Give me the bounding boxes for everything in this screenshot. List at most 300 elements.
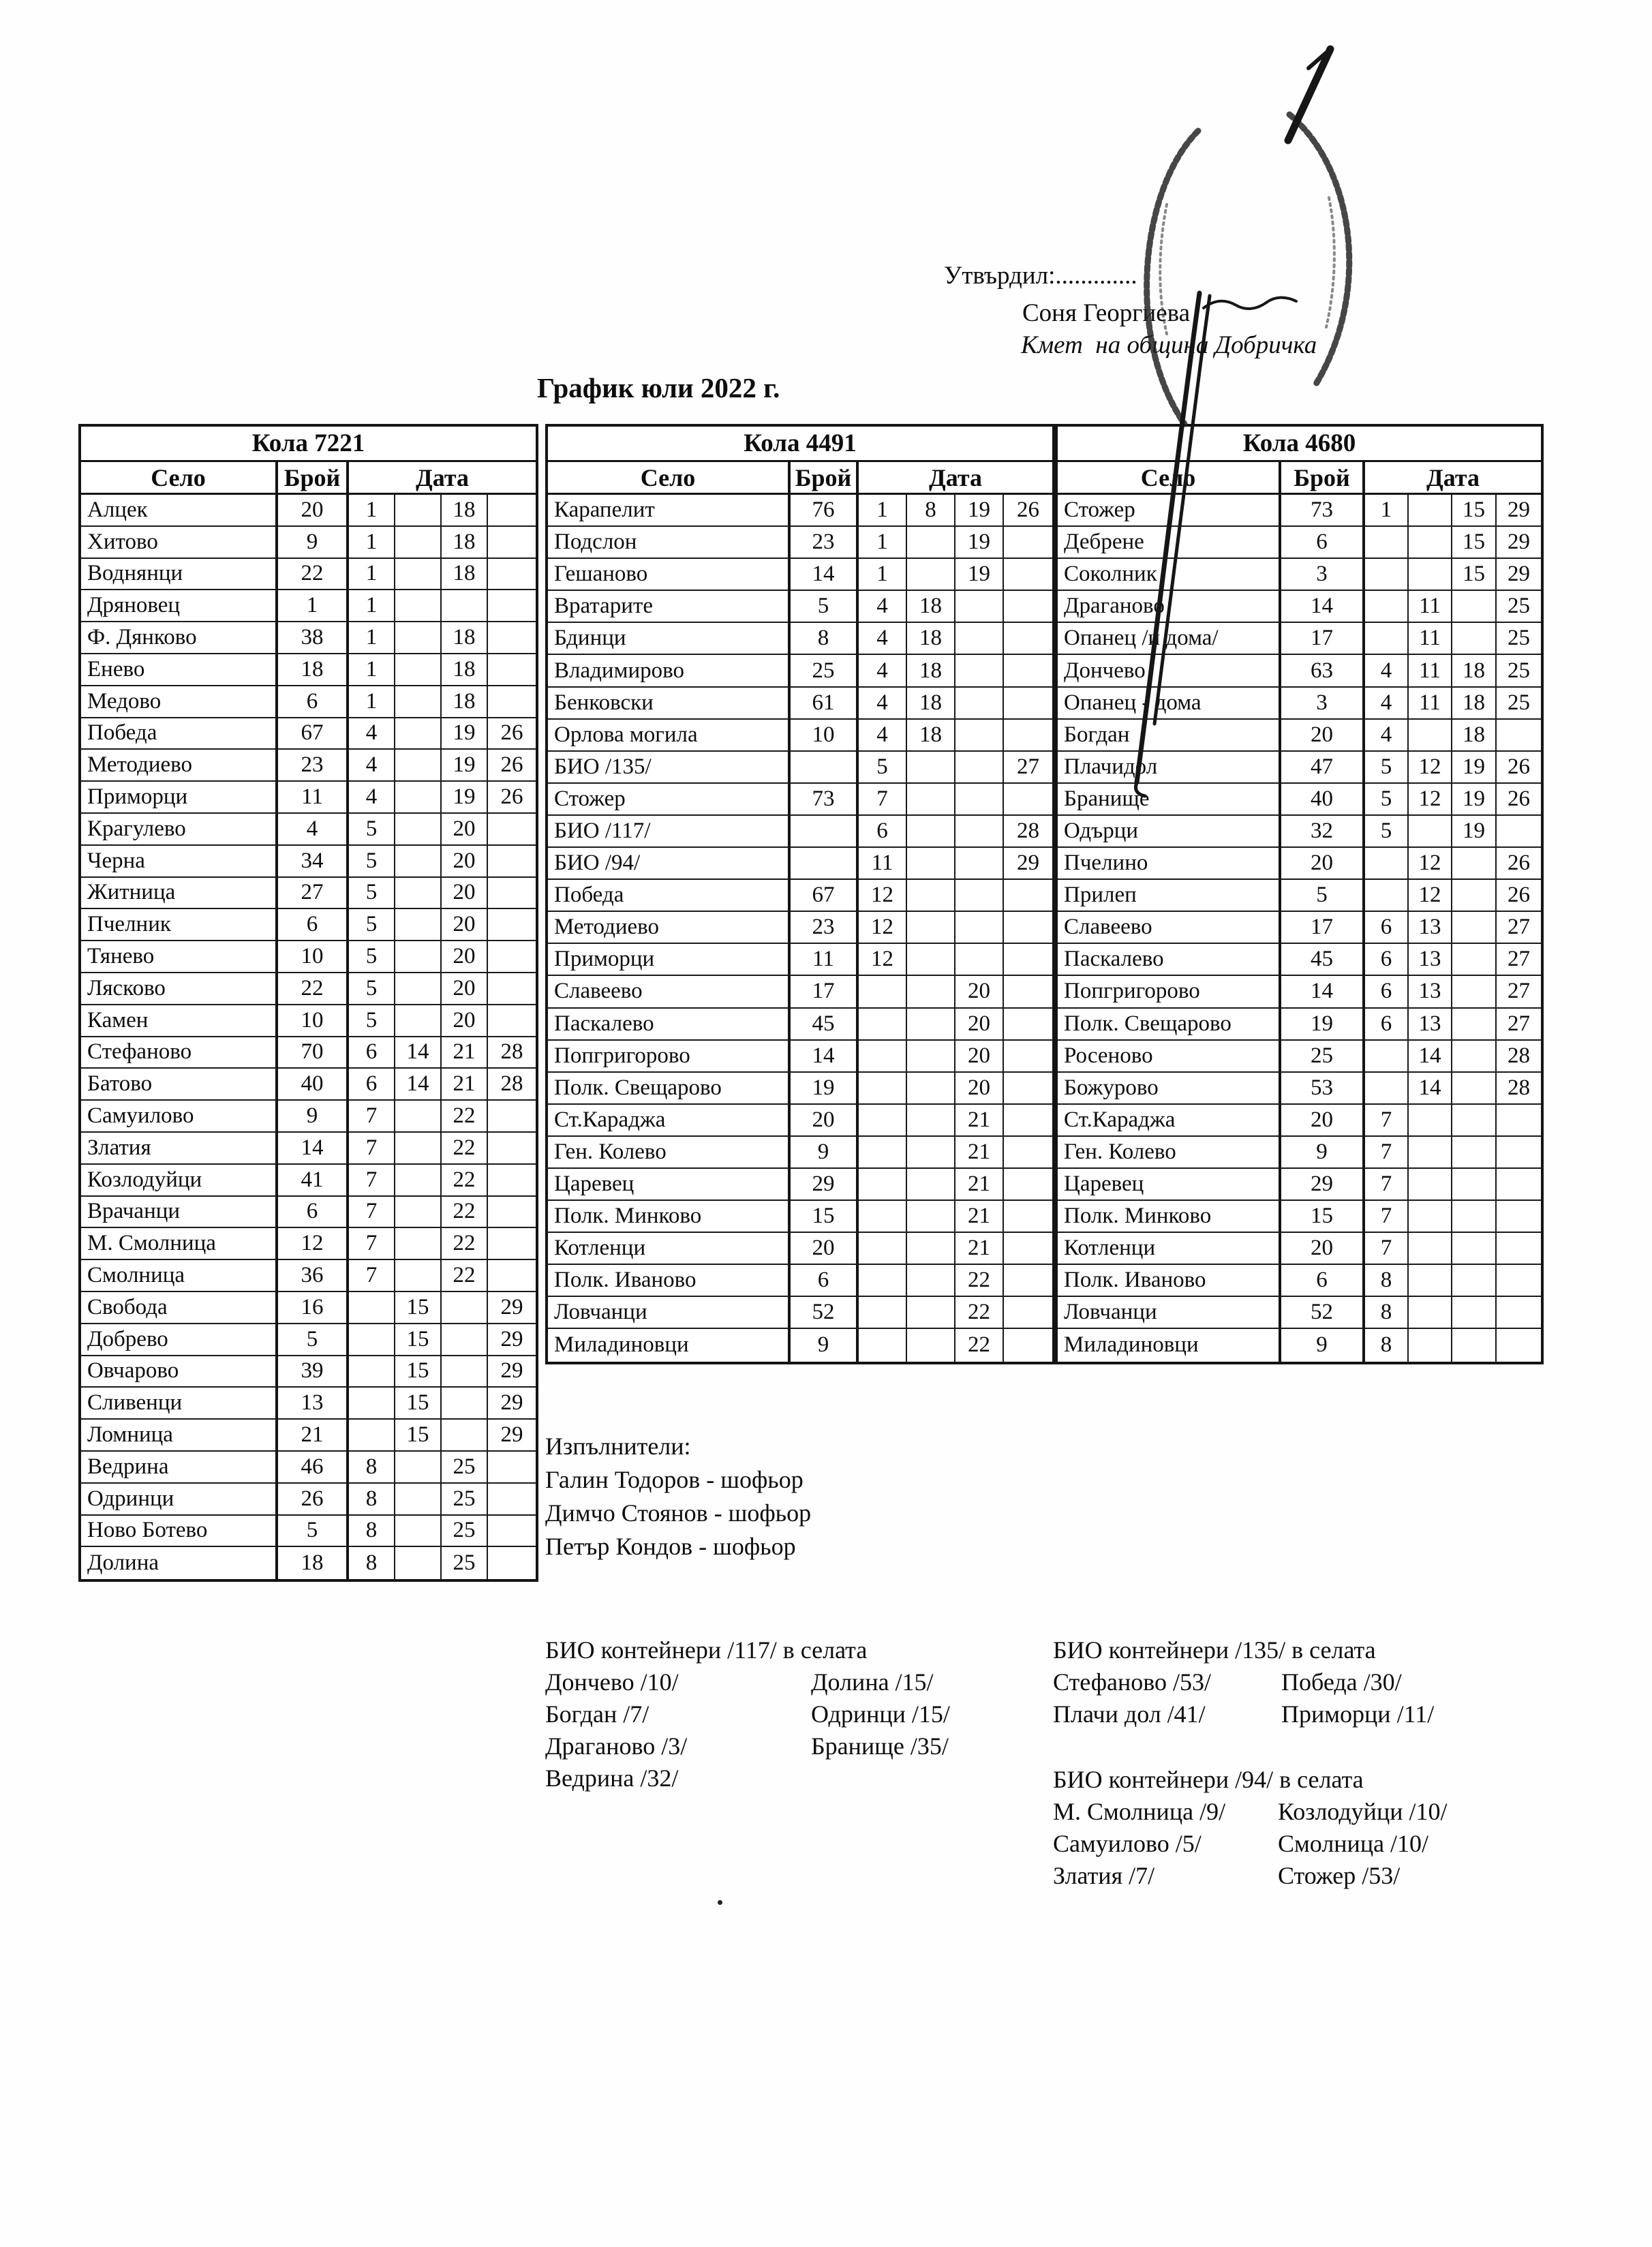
cell-village: Смолница xyxy=(81,1260,278,1292)
cell-count: 6 xyxy=(278,686,349,718)
cell-date: 1 xyxy=(349,559,395,591)
cell-date xyxy=(1497,1265,1541,1297)
cell-date: 8 xyxy=(1365,1329,1409,1361)
cell-date: 4 xyxy=(859,720,907,752)
cell-date xyxy=(395,527,442,559)
cell-date xyxy=(1409,1105,1452,1137)
table-row xyxy=(81,973,536,1005)
table-row xyxy=(1058,559,1541,591)
cell-count: 10 xyxy=(791,720,859,752)
cell-date: 18 xyxy=(442,686,488,718)
col-header-date: Дата xyxy=(416,463,469,491)
cell-village: Опанец /и дома/ xyxy=(1058,623,1281,655)
cell-date xyxy=(1452,1329,1497,1361)
cell-date xyxy=(349,1356,395,1388)
table-row xyxy=(548,1201,1052,1233)
cell-count: 52 xyxy=(1281,1297,1365,1329)
cell-date: 29 xyxy=(488,1388,536,1420)
cell-date: 20 xyxy=(442,1005,488,1037)
cell-date: 20 xyxy=(955,1041,1004,1073)
cell-date: 13 xyxy=(1409,976,1452,1008)
cell-date: 11 xyxy=(1409,591,1452,623)
cell-village: Росеново xyxy=(1058,1041,1281,1073)
cell-date: 25 xyxy=(442,1484,488,1516)
cell-village: Ст.Караджа xyxy=(1058,1105,1281,1137)
table-row xyxy=(548,816,1052,848)
cell-date: 8 xyxy=(349,1547,395,1579)
approver-role: Кмет на община Добричка xyxy=(1021,331,1317,359)
cell-date xyxy=(1452,1201,1497,1233)
cell-date xyxy=(1452,1073,1497,1105)
cell-date xyxy=(859,1265,907,1297)
cell-date xyxy=(907,1041,955,1073)
cell-date: 7 xyxy=(1365,1201,1409,1233)
cell-date xyxy=(1004,1233,1052,1265)
cell-count: 73 xyxy=(1281,495,1365,527)
table-title: Кола 4680 xyxy=(1058,427,1541,462)
table-row xyxy=(548,1105,1052,1137)
table-body xyxy=(1058,495,1541,1362)
table-row xyxy=(81,750,536,782)
cell-date xyxy=(1004,720,1052,752)
executors-title: Изпълнители: xyxy=(545,1433,691,1460)
cell-count: 61 xyxy=(791,688,859,720)
cell-date xyxy=(859,1201,907,1233)
cell-date xyxy=(859,1009,907,1041)
cell-date: 29 xyxy=(488,1420,536,1452)
cell-date xyxy=(1365,848,1409,880)
cell-date xyxy=(1004,1137,1052,1169)
table-header-row xyxy=(81,462,536,495)
cell-date xyxy=(1004,1297,1052,1329)
cell-date: 29 xyxy=(488,1356,536,1388)
cell-date: 5 xyxy=(1365,784,1409,816)
cell-date: 5 xyxy=(349,846,395,878)
executor-line: Галин Тодоров - шофьор xyxy=(545,1466,804,1493)
table-row xyxy=(548,1297,1052,1329)
cell-village: Приморци xyxy=(81,782,278,814)
cell-date xyxy=(1365,559,1409,591)
cell-date: 20 xyxy=(955,1073,1004,1105)
cell-date: 15 xyxy=(395,1420,442,1452)
cell-date: 20 xyxy=(442,909,488,941)
cell-date xyxy=(488,1228,536,1260)
cell-count: 29 xyxy=(1281,1169,1365,1201)
cell-count: 9 xyxy=(278,1101,349,1133)
cell-date xyxy=(395,878,442,910)
cell-date: 19 xyxy=(1452,752,1497,784)
cell-date: 6 xyxy=(349,1037,395,1069)
cell-count: 16 xyxy=(278,1292,349,1324)
cell-date xyxy=(1004,559,1052,591)
cell-date xyxy=(1004,623,1052,655)
table-row xyxy=(1058,688,1541,720)
table-row xyxy=(1058,1009,1541,1041)
cell-date: 6 xyxy=(349,1069,395,1101)
cell-village: БИО /94/ xyxy=(548,848,791,880)
cell-date xyxy=(395,1452,442,1484)
cell-date xyxy=(1004,688,1052,720)
table-row xyxy=(548,655,1052,687)
cell-date xyxy=(488,1484,536,1516)
cell-village: Котленци xyxy=(1058,1233,1281,1265)
cell-date: 28 xyxy=(1004,816,1052,848)
cell-count: 26 xyxy=(278,1484,349,1516)
cell-date: 5 xyxy=(1365,816,1409,848)
cell-date: 25 xyxy=(442,1452,488,1484)
cell-date xyxy=(1452,623,1497,655)
cell-count: 46 xyxy=(278,1452,349,1484)
cell-date: 15 xyxy=(1452,559,1497,591)
cell-count: 18 xyxy=(278,1547,349,1579)
cell-date: 14 xyxy=(395,1069,442,1101)
cell-date: 22 xyxy=(955,1265,1004,1297)
cell-count: 10 xyxy=(278,941,349,973)
cell-count: 11 xyxy=(278,782,349,814)
table-row xyxy=(548,623,1052,655)
cell-date xyxy=(907,1137,955,1169)
cell-date xyxy=(488,1452,536,1484)
cell-date: 8 xyxy=(907,495,955,527)
cell-date xyxy=(955,591,1004,623)
bio-item: Драганово /3/ xyxy=(545,1732,688,1760)
table-row xyxy=(1058,752,1541,784)
cell-date xyxy=(395,846,442,878)
table-row xyxy=(81,1101,536,1133)
cell-village: БИО /135/ xyxy=(548,752,791,784)
cell-date xyxy=(488,1547,536,1579)
cell-date xyxy=(395,750,442,782)
cell-date xyxy=(1497,1297,1541,1329)
cell-date: 1 xyxy=(349,686,395,718)
cell-date: 20 xyxy=(442,814,488,846)
cell-count: 6 xyxy=(791,1265,859,1297)
cell-date xyxy=(1409,1265,1452,1297)
cell-village: Алцек xyxy=(81,495,278,527)
cell-date xyxy=(488,973,536,1005)
cell-date: 15 xyxy=(395,1356,442,1388)
cell-date: 28 xyxy=(1497,1073,1541,1105)
bio-item: Златия /7/ xyxy=(1053,1862,1155,1889)
cell-village: Стефаново xyxy=(81,1037,278,1069)
cell-village: Орлова могила xyxy=(548,720,791,752)
cell-date xyxy=(1497,1201,1541,1233)
cell-village: Паскалево xyxy=(1058,944,1281,976)
cell-village: Камен xyxy=(81,1005,278,1037)
cell-date xyxy=(1365,1073,1409,1105)
cell-village: Хитово xyxy=(81,527,278,559)
cell-village: Стожер xyxy=(548,784,791,816)
table-row xyxy=(1058,1073,1541,1105)
cell-village: Медово xyxy=(81,686,278,718)
bio-item: Дончево /10/ xyxy=(545,1668,679,1696)
cell-date: 22 xyxy=(442,1165,488,1197)
cell-date: 26 xyxy=(1497,848,1541,880)
cell-date: 1 xyxy=(349,495,395,527)
cell-date xyxy=(1004,1009,1052,1041)
cell-date: 5 xyxy=(349,814,395,846)
cell-count: 11 xyxy=(791,944,859,976)
table-row xyxy=(1058,880,1541,912)
cell-date: 27 xyxy=(1497,912,1541,944)
cell-count: 32 xyxy=(1281,816,1365,848)
cell-date xyxy=(907,1329,955,1361)
cell-date: 29 xyxy=(1497,527,1541,559)
cell-count: 52 xyxy=(791,1297,859,1329)
cell-date xyxy=(1409,495,1452,527)
table-row xyxy=(1058,1105,1541,1137)
cell-date: 19 xyxy=(955,559,1004,591)
cell-date: 7 xyxy=(349,1197,395,1229)
table-row xyxy=(548,1329,1052,1361)
cell-village: Самуилово xyxy=(81,1101,278,1133)
cell-village: Пчелник xyxy=(81,909,278,941)
cell-village: Полк. Минково xyxy=(1058,1201,1281,1233)
cell-count: 9 xyxy=(791,1137,859,1169)
cell-date xyxy=(395,1484,442,1516)
cell-count: 12 xyxy=(278,1228,349,1260)
cell-count: 39 xyxy=(278,1356,349,1388)
cell-date xyxy=(907,752,955,784)
table-row xyxy=(81,590,536,622)
table-row xyxy=(548,976,1052,1008)
cell-date: 22 xyxy=(442,1228,488,1260)
bio-135-block xyxy=(1053,1634,1530,1730)
bio-135-title: БИО контейнери /135/ в селата xyxy=(1053,1636,1376,1664)
table-row xyxy=(81,654,536,686)
cell-date: 12 xyxy=(1409,784,1452,816)
table-row xyxy=(1058,944,1541,976)
cell-village: М. Смолница xyxy=(81,1228,278,1260)
table-row xyxy=(81,1069,536,1101)
cell-date xyxy=(1452,912,1497,944)
cell-date xyxy=(1004,1041,1052,1073)
cell-date xyxy=(859,1233,907,1265)
cell-date: 29 xyxy=(1004,848,1052,880)
cell-date xyxy=(1004,912,1052,944)
cell-count: 27 xyxy=(278,878,349,910)
bio-item: Стожер /53/ xyxy=(1278,1862,1401,1889)
cell-date xyxy=(1004,1201,1052,1233)
cell-date: 22 xyxy=(955,1329,1004,1361)
cell-village: Царевец xyxy=(1058,1169,1281,1201)
cell-date: 11 xyxy=(859,848,907,880)
bio-117-title: БИО контейнери /117/ в селата xyxy=(545,1636,868,1664)
cell-date: 25 xyxy=(1497,655,1541,687)
cell-date: 7 xyxy=(349,1260,395,1292)
cell-count xyxy=(791,848,859,880)
cell-date: 27 xyxy=(1004,752,1052,784)
table-row xyxy=(548,1009,1052,1041)
cell-village: Полк. Иваново xyxy=(548,1265,791,1297)
table-row xyxy=(81,622,536,654)
cell-village: Житница xyxy=(81,878,278,910)
cell-count: 17 xyxy=(1281,912,1365,944)
cell-date xyxy=(955,848,1004,880)
cell-count: 34 xyxy=(278,846,349,878)
cell-date: 7 xyxy=(1365,1137,1409,1169)
cell-count: 23 xyxy=(791,527,859,559)
table-row xyxy=(548,720,1052,752)
cell-count: 38 xyxy=(278,622,349,654)
cell-count: 4 xyxy=(278,814,349,846)
cell-date xyxy=(1409,1201,1452,1233)
cell-count: 6 xyxy=(278,1197,349,1229)
cell-date xyxy=(395,686,442,718)
table-row xyxy=(1058,816,1541,848)
approval-label: Утвърдил:............. xyxy=(944,262,1137,290)
cell-date: 28 xyxy=(1497,1041,1541,1073)
cell-date xyxy=(395,941,442,973)
cell-village: Бдинци xyxy=(548,623,791,655)
cell-village: Полк. Свещарово xyxy=(548,1073,791,1105)
table-row xyxy=(81,1452,536,1484)
cell-count: 9 xyxy=(791,1329,859,1361)
cell-date: 1 xyxy=(859,495,907,527)
cell-date xyxy=(1452,1009,1497,1041)
table-row xyxy=(81,1388,536,1420)
cell-date: 21 xyxy=(442,1069,488,1101)
table-row xyxy=(81,1292,536,1324)
cell-date xyxy=(395,1547,442,1579)
table-kola-7221 xyxy=(78,424,538,1582)
col-header-count: Брой xyxy=(278,462,349,493)
cell-date: 20 xyxy=(442,973,488,1005)
cell-village: Полк. Иваново xyxy=(1058,1265,1281,1297)
cell-count: 73 xyxy=(791,784,859,816)
cell-date: 1 xyxy=(859,559,907,591)
cell-count: 36 xyxy=(278,1260,349,1292)
cell-date xyxy=(1004,655,1052,687)
cell-date xyxy=(1497,720,1541,752)
cell-date: 7 xyxy=(1365,1169,1409,1201)
cell-date: 28 xyxy=(488,1069,536,1101)
cell-count: 8 xyxy=(791,623,859,655)
cell-date: 19 xyxy=(442,718,488,750)
cell-village: Одринци xyxy=(81,1484,278,1516)
cell-date: 15 xyxy=(395,1388,442,1420)
bio-item: Приморци /11/ xyxy=(1281,1700,1435,1728)
cell-date xyxy=(955,655,1004,687)
table-row xyxy=(81,1260,536,1292)
cell-date: 1 xyxy=(349,622,395,654)
cell-village: Победа xyxy=(81,718,278,750)
cell-date xyxy=(1004,944,1052,976)
bio-94-left xyxy=(1053,1796,1225,1892)
cell-date xyxy=(1004,527,1052,559)
cell-date: 18 xyxy=(907,655,955,687)
cell-date xyxy=(488,654,536,686)
cell-village: Богдан xyxy=(1058,720,1281,752)
cell-date: 6 xyxy=(1365,976,1409,1008)
bio-117-left xyxy=(545,1666,687,1794)
cell-village: Дончево xyxy=(1058,655,1281,687)
cell-date xyxy=(1452,1169,1497,1201)
table-row xyxy=(1058,527,1541,559)
cell-date: 21 xyxy=(955,1137,1004,1169)
cell-date xyxy=(859,1329,907,1361)
cell-date: 13 xyxy=(1409,1009,1452,1041)
cell-count: 22 xyxy=(278,559,349,591)
cell-date xyxy=(488,527,536,559)
cell-count: 20 xyxy=(1281,1233,1365,1265)
cell-date: 25 xyxy=(1497,591,1541,623)
cell-date xyxy=(349,1420,395,1452)
table-row xyxy=(1058,720,1541,752)
approver-name: Соня Георгиева xyxy=(1022,299,1191,327)
table-row xyxy=(1058,1297,1541,1329)
cell-date: 11 xyxy=(1409,688,1452,720)
cell-date: 5 xyxy=(349,1005,395,1037)
cell-date xyxy=(1452,591,1497,623)
cell-date xyxy=(907,1233,955,1265)
table-row xyxy=(81,941,536,973)
cell-date xyxy=(1409,527,1452,559)
cell-count: 17 xyxy=(1281,623,1365,655)
cell-date: 26 xyxy=(488,718,536,750)
cell-village: Славеево xyxy=(548,976,791,1008)
cell-count: 20 xyxy=(791,1105,859,1137)
cell-date: 7 xyxy=(349,1165,395,1197)
cell-count: 20 xyxy=(1281,848,1365,880)
cell-date xyxy=(859,1169,907,1201)
cell-date xyxy=(1497,1137,1541,1169)
cell-date xyxy=(907,559,955,591)
cell-date: 20 xyxy=(442,941,488,973)
cell-date xyxy=(1497,1329,1541,1361)
cell-date: 1 xyxy=(1365,495,1409,527)
cell-date: 15 xyxy=(1452,527,1497,559)
cell-date xyxy=(395,1133,442,1165)
cell-village: Ловчанци xyxy=(1058,1297,1281,1329)
cell-village: Свобода xyxy=(81,1292,278,1324)
cell-date: 18 xyxy=(907,591,955,623)
cell-date: 12 xyxy=(1409,880,1452,912)
cell-village: Миладиновци xyxy=(1058,1329,1281,1361)
cell-date: 14 xyxy=(1409,1041,1452,1073)
cell-count: 5 xyxy=(278,1516,349,1548)
col-header-date: Дата xyxy=(929,463,982,491)
cell-village: Воднянци xyxy=(81,559,278,591)
cell-date: 26 xyxy=(1497,752,1541,784)
cell-count: 25 xyxy=(791,655,859,687)
bio-item: Смолница /10/ xyxy=(1278,1830,1429,1857)
cell-count: 22 xyxy=(278,973,349,1005)
table-row xyxy=(548,1233,1052,1265)
cell-date xyxy=(907,1169,955,1201)
cell-date: 26 xyxy=(488,750,536,782)
table-row xyxy=(81,1484,536,1516)
cell-count: 14 xyxy=(1281,591,1365,623)
cell-date xyxy=(907,1073,955,1105)
cell-village: Ст.Караджа xyxy=(548,1105,791,1137)
cell-village: Енево xyxy=(81,654,278,686)
cell-date: 18 xyxy=(442,559,488,591)
cell-village: Сливенци xyxy=(81,1388,278,1420)
table-row xyxy=(1058,1201,1541,1233)
cell-count: 6 xyxy=(278,909,349,941)
cell-date: 15 xyxy=(395,1324,442,1356)
table-row xyxy=(81,909,536,941)
cell-date xyxy=(442,1356,488,1388)
cell-count: 5 xyxy=(791,591,859,623)
table-row xyxy=(81,495,536,527)
cell-date xyxy=(955,623,1004,655)
cell-date xyxy=(395,1228,442,1260)
cell-date xyxy=(907,1009,955,1041)
table-row xyxy=(548,1137,1052,1169)
cell-date xyxy=(395,1101,442,1133)
